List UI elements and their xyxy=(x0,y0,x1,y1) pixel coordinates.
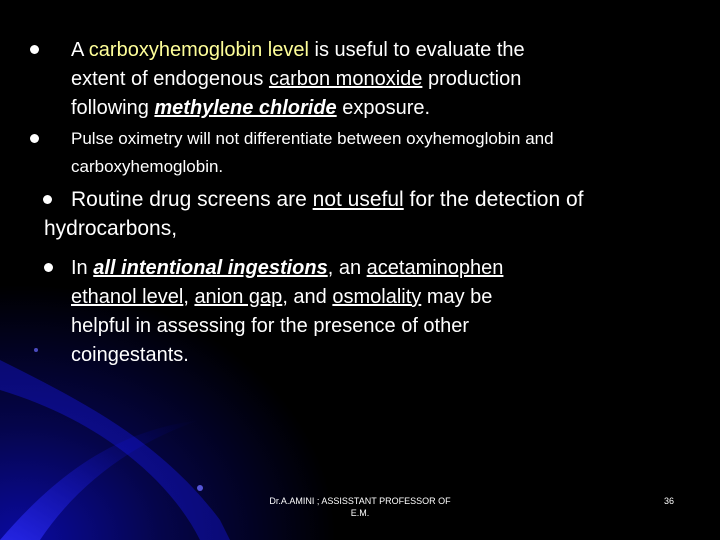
bullet-1-marker xyxy=(30,45,39,54)
bullet-1-text xyxy=(71,36,701,123)
hydrocarbons-text: hydrocarbons, xyxy=(44,217,178,240)
carboxyhemoglobin-level-highlight: carboxyhemoglobin level xyxy=(88,39,309,61)
osmolality-link[interactable]: osmolality xyxy=(332,286,422,308)
not-useful-link[interactable]: not useful xyxy=(312,188,404,211)
bullet-1-line2-post: production xyxy=(422,68,522,90)
all-intentional-ingestions-link[interactable]: all intentional ingestions xyxy=(93,257,328,279)
bullet-2-text xyxy=(71,125,701,181)
bullet-1-pre: A xyxy=(71,39,89,61)
bullet-3-text xyxy=(71,185,701,214)
bullet-1-line3-pre: following xyxy=(71,97,155,119)
anion-gap-link[interactable]: anion gap xyxy=(194,286,283,308)
footer-line2: E.M. xyxy=(350,508,370,518)
bullet-1-line2-pre: extent of endogenous xyxy=(71,68,269,90)
footer-line1: Dr.A.AMINI ; ASSISSTANT PROFESSOR OF xyxy=(269,496,451,506)
footer-author xyxy=(240,495,480,519)
page-number: 36 xyxy=(664,496,675,506)
bullet-4-mid: , an xyxy=(327,257,367,279)
bullet-4-pre: In xyxy=(71,257,94,279)
bullet-4-line4: coingestants. xyxy=(71,344,189,366)
bullet-4-line2-post: may be xyxy=(421,286,493,308)
methylene-chloride-link[interactable]: methylene chloride xyxy=(154,97,337,119)
bullet-4-text xyxy=(71,254,701,370)
bullet-1-mid: is useful to evaluate the xyxy=(308,39,525,61)
bullet-2-line1: Pulse oximetry will not differentiate between oxyhemoglobin and xyxy=(71,129,554,148)
bullet-4-marker xyxy=(44,263,53,272)
bullet-2-marker xyxy=(30,134,39,143)
bullet-1-line3-post: exposure. xyxy=(336,97,431,119)
bullet-4-sep1: , xyxy=(183,286,195,308)
bullet-3-marker xyxy=(43,195,52,204)
bullet-4-line3: helpful in assessing for the presence of other xyxy=(71,315,470,337)
bullet-3-pre: Routine drug screens are xyxy=(71,188,313,211)
ethanol-level-link[interactable]: ethanol level xyxy=(71,286,184,308)
bullet-3-post: for the detection of xyxy=(403,188,584,211)
bullet-4-sep2: , and xyxy=(282,286,333,308)
carbon-monoxide-link[interactable]: carbon monoxide xyxy=(268,68,423,90)
acetaminophen-link[interactable]: acetaminophen xyxy=(366,257,504,279)
bullet-2-line2: carboxyhemoglobin. xyxy=(71,157,224,176)
bullet-3-line2 xyxy=(44,214,177,243)
